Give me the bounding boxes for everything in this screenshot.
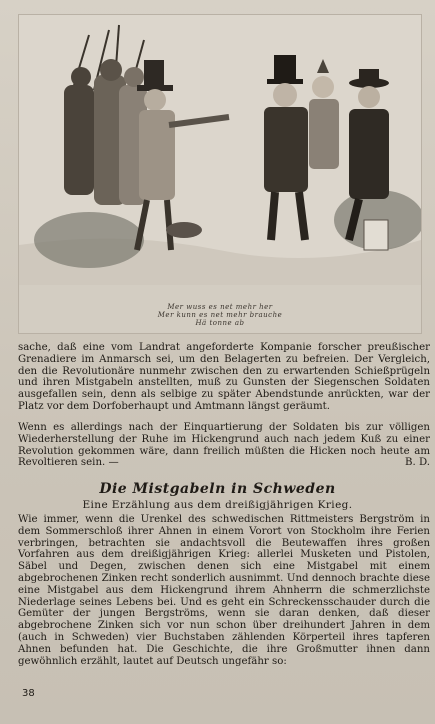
illustration-caricature [18,14,422,334]
paragraph-text: Wenn es allerdings nach der Einquartierung der Soldaten bis zur völligen Wiederherstellung der Ruhe im Hickengrund auch nach jedem Kuß zu einer Revolution gekommen wäre, dann freilich müßten die Hicken noch heute am Revoltieren sein. — [18,422,430,469]
author-signature: B. D. [404,457,430,469]
caricature-drawing [19,15,421,333]
caption-line: Hä tonne ab [195,319,245,327]
caption-line: Mer wuss es net mehr her [167,303,273,311]
caption-line: Mer kunn es net mehr brauche [157,311,283,319]
illustration-caption [19,303,421,327]
article-subtitle: Eine Erzählung aus dem dreißigjährigen Krieg. [82,499,353,511]
article-paragraph-1: Wie immer, wenn die Urenkel des schwedischen Rittmeisters Bergström in dem Sommerschloß ihrer Ahnen in einem Vorort von Stockholm ihre Ferien verbringen, betrachten sie andachtsvoll die Beutewaffen ihres großen Vorfahren aus dem dreißigjährigen Krieg: allerlei Musketen und Pistolen, Säbel und Degen, zwischen denen sich eine Mistgabel mit einem abgebrochenen Zinken recht sonderlich ausnimmt. Und dennoch brachte diese eine Mistgabel aus dem Hickengrund ihrem Ahnherrn die schmerzlichste Niederlage seines Lebens bei. Und es geht ein Schreckensschauder durch die Gemüter der jungen Bergströms, wenn sie daran denken, daß dieser abgebrochene Zinken sich vor nun schon über dreihundert Jahren in dem (auch in Schweden) vier Buchstaben zählenden Körperteil ihres tapferen Ahnen befunden hat. Die Geschichte, die ihre Großmutter ihnen dann gewöhnlich erzählt, lautet auf Deutsch ungefähr so: [18,514,430,667]
article-title: Die Mistgabeln in Schweden [99,481,336,497]
page-number: 38 [22,688,35,699]
article-end-paragraph-2 [18,422,430,469]
article-end-paragraph-1: sache, daß eine vom Landrat angeforderte Kompanie forscher preußischer Grenadiere im Anmarsch sei, um den Belagerten zu befreien. Der Vergleich, den die Revolutionäre nunmehr zwischen den zu erwartenden Schießprügeln und ihren Mistgabeln anstellten, muß zu Gunsten der Siegenschen Soldaten ausgefallen sein, denn als selbige zu später Abendstunde anrückten, war der Platz vor dem Dorfoberhaupt und Amtmann längst geräumt. [18,342,430,412]
